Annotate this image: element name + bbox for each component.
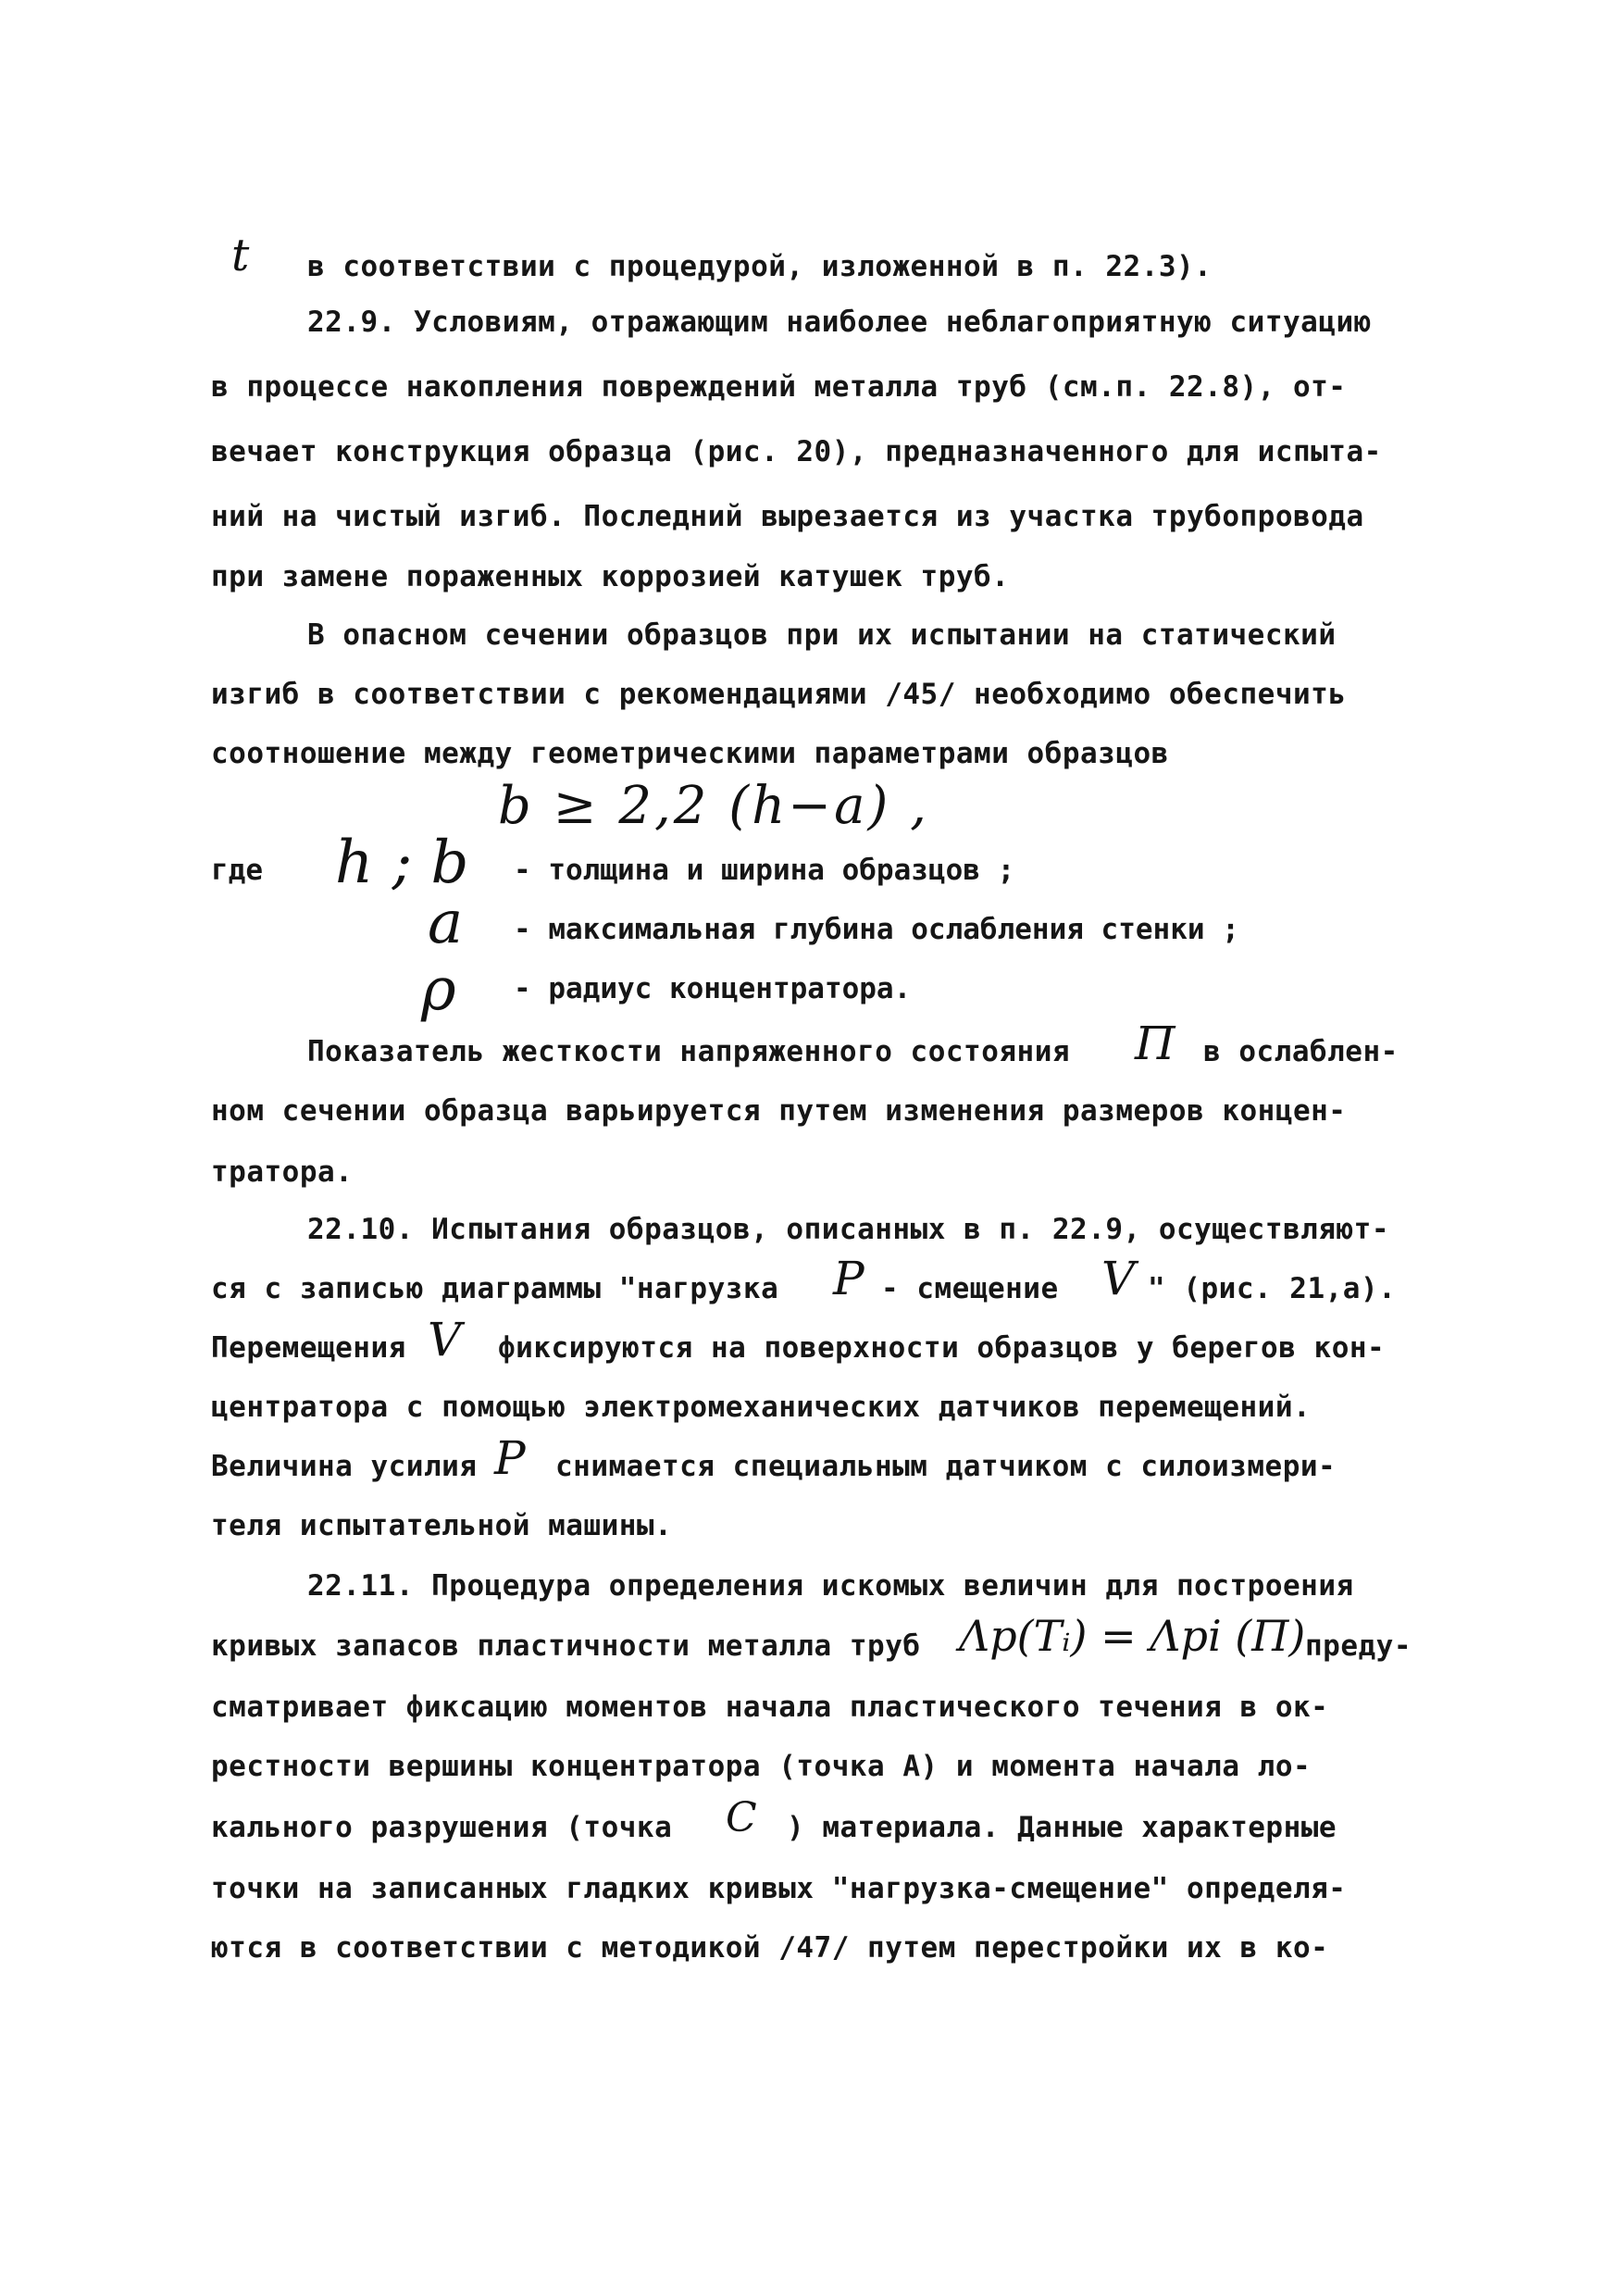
text-line: Перемещения: [211, 1331, 406, 1365]
text-line: Величина усилия: [211, 1450, 478, 1483]
text-line: " (рис. 21,а).: [1148, 1272, 1397, 1305]
text-line: 22.11. Процедура определения искомых величин для построения: [307, 1569, 1354, 1603]
formula-b-ge-2-2-h-minus-a: b ≥ 2,2 (h−a) ,: [498, 776, 929, 836]
text-line: точки на записанных гладких кривых "нагрузка-смещение" определя-: [211, 1872, 1347, 1905]
text-line: ном сечении образца варьируется путем изменения размеров концен-: [211, 1094, 1347, 1128]
text-line: теля испытательной машины.: [211, 1509, 673, 1542]
text-line: Показатель жесткости напряженного состояния: [307, 1035, 1071, 1068]
legend-where: где: [211, 854, 263, 887]
text-line: фиксируются на поверхности образцов у берегов кон-: [498, 1331, 1386, 1365]
text-line: кального разрушения (точка: [211, 1811, 673, 1844]
text-line: кривых запасов пластичности металла труб: [211, 1629, 921, 1663]
symbol-P: P: [833, 1252, 864, 1305]
text-line: в соответствии с процедурой, изложенной в п. 22.3).: [307, 250, 1213, 283]
text-line: ний на чистый изгиб. Последний вырезается из участка трубопровода: [211, 500, 1364, 533]
handwritten-t: t: [231, 230, 250, 281]
text-line: рестности вершины концентратора (точка А) и момента начала ло-: [211, 1750, 1312, 1783]
text-line: в процессе накопления повреждений металла труб (см.п. 22.8), от-: [211, 370, 1347, 404]
symbol-V: V: [1101, 1252, 1136, 1305]
text-line: ) материала. Данные характерные: [787, 1811, 1337, 1844]
symbol-V: V: [428, 1313, 462, 1366]
text-line: 22.10. Испытания образцов, описанных в п. 22.9, осуществляют-: [307, 1213, 1389, 1246]
text-line: ся с записью диаграммы "нагрузка: [211, 1272, 779, 1305]
symbol-C: C: [726, 1794, 757, 1841]
text-line: при замене пораженных коррозией катушек труб.: [211, 560, 1010, 593]
text-line: - смещение: [881, 1272, 1059, 1305]
symbol-a: a: [428, 889, 464, 957]
legend-h-b: - толщина и ширина образцов ;: [514, 854, 1015, 887]
text-line: ются в соответствии с методикой /47/ путем перестройки их в ко-: [211, 1931, 1329, 1965]
symbol-P: P: [494, 1431, 526, 1485]
text-line: преду-: [1305, 1629, 1412, 1663]
text-line: центратора с помощью электромеханических датчиков перемещений.: [211, 1391, 1312, 1424]
legend-a: - максимальная глубина ослабления стенки ;: [514, 913, 1239, 946]
text-line: 22.9. Условиям, отражающим наиболее неблагоприятную ситуацию: [307, 306, 1372, 339]
formula-lambda: Λp(Tᵢ) = Λpi (П): [959, 1611, 1306, 1661]
symbol-pi: П: [1135, 1017, 1175, 1070]
text-line: в ослаблен-: [1203, 1035, 1399, 1068]
legend-rho: - радиус концентратора.: [514, 972, 912, 1005]
text-line: тратора.: [211, 1155, 354, 1189]
text-line: снимается специальным датчиком с силоизмери-: [555, 1450, 1337, 1483]
symbol-rho: ρ: [421, 955, 456, 1024]
text-line: изгиб в соответствии с рекомендациями /45/ необходимо обеспечить: [211, 678, 1347, 711]
text-line: сматривает фиксацию моментов начала пластического течения в ок-: [211, 1691, 1329, 1724]
text-line: В опасном сечении образцов при их испытании на статический: [307, 618, 1337, 652]
symbol-h-b: h ; b: [335, 829, 469, 897]
text-line: соотношение между геометрическими параметрами образцов: [211, 737, 1169, 770]
text-line: вечает конструкция образца (рис. 20), предназначенного для испыта-: [211, 435, 1382, 468]
